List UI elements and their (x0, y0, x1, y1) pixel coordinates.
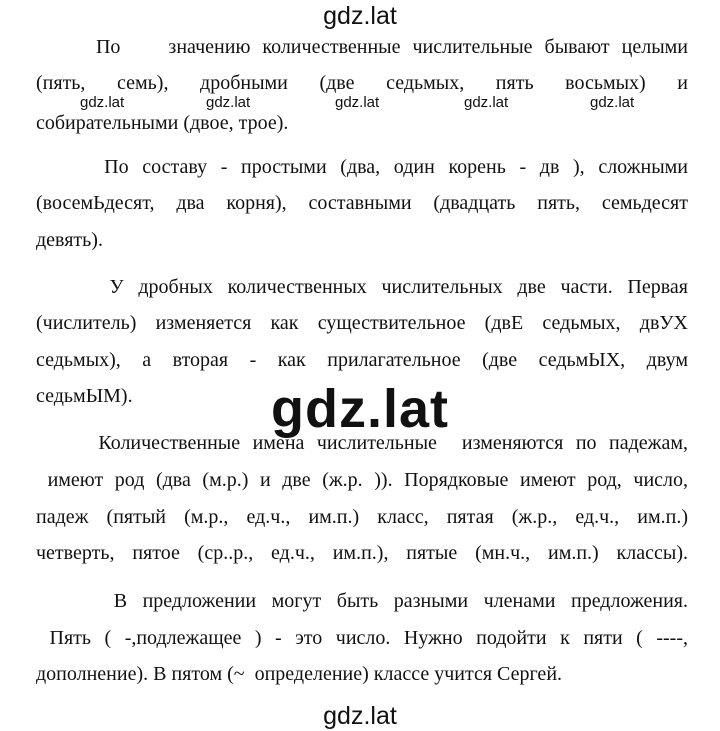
text-line: седьмых), а вторая - как прилагательное (две седьмЫХ, двум (36, 349, 688, 371)
text-line: дополнение). В пятом (~ определение) классе учится Сергей. (36, 663, 563, 685)
text-line: имеют род (два (м.р.) и две (ж.р. )). Порядковые имеют род, число, (36, 469, 688, 491)
text-line: собирательными (двое, трое). (36, 112, 289, 134)
watermark-small: gdz.lat (80, 94, 125, 111)
watermark-small: gdz.lat (335, 94, 380, 111)
watermark-small: gdz.lat (590, 94, 635, 111)
text-line: четверть, пятое (ср..р., ед.ч., им.п.), пятые (мн.ч., им.п.) классы). (36, 542, 688, 564)
text-line: (пять, семь), дробными (две седьмых, пять восьмых) и (36, 72, 688, 94)
text-line: (числитель) изменяется как существительное (двЕ седьмых, двУХ (36, 312, 688, 334)
watermark-small: gdz.lat (206, 94, 251, 111)
text-line: Количественные имена числительные изменяются по падежам, (36, 432, 688, 454)
text-line: Пять ( -,подлежащее ) - это число. Нужно подойти к пяти ( ----, (36, 627, 688, 649)
text-line: падеж (пятый (м.р., ед.ч., им.п.) класс, пятая (ж.р., ед.ч., им.п.) (36, 506, 688, 528)
watermark-bottom: gdz.lat (323, 702, 397, 730)
watermark-top: gdz.lat (323, 2, 397, 30)
text-line: У дробных количественных числительных две части. Первая (36, 276, 688, 298)
text-line: девять). (36, 229, 103, 251)
text-line: седьмЫМ). (36, 385, 133, 407)
text-line: По значению количественные числительные бывают целыми (36, 36, 688, 58)
watermark-large: gdz.lat (271, 379, 449, 439)
text-line: (восемЬдесят, два корня), составными (двадцать пять, семьдесят (36, 192, 688, 214)
text-line: В предложении могут быть разными членами предложения. (36, 590, 688, 612)
watermark-small: gdz.lat (464, 94, 509, 111)
text-line: По составу - простыми (два, один корень - дв ), сложными (36, 156, 688, 178)
